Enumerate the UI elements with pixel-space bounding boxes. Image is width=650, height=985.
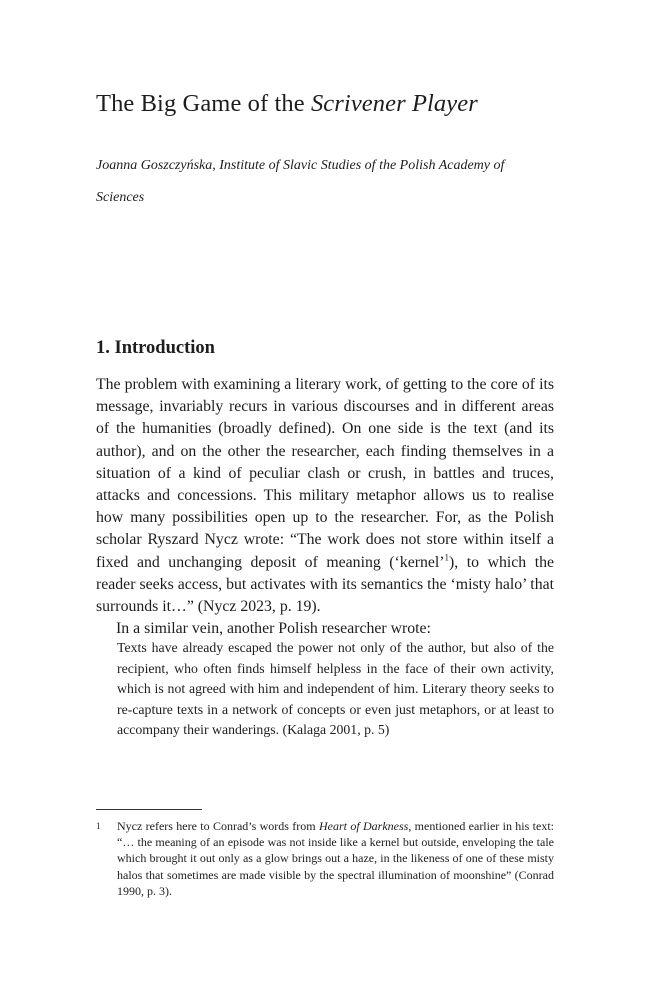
footnote-text (117, 818, 554, 899)
footnote-text-b: , mentioned earlier in his text: “… the meaning of an episode was not inside like a kernel but outside, enveloping the tale which brought it out only as a glow brings out a haze, in the likeness of one of these misty halos that sometimes are made visible by the spectral illumination of moonshine” (Conrad 1990, p. 3). (117, 819, 554, 898)
article-title-plain: The Big Game of the (96, 90, 311, 117)
article-title-italic: Scrivener Player (310, 90, 478, 117)
author-affiliation: Joanna Goszczyńska, Institute of Slavic Studies of the Polish Academy of Sciences (96, 158, 505, 205)
footnote-divider (96, 809, 202, 810)
section-heading: 1. Introduction (96, 338, 215, 358)
body-text (96, 374, 554, 640)
footnote-book-title: Heart of Darkness (318, 819, 409, 833)
footnote-reference[interactable]: 1 (444, 552, 450, 563)
paragraph-1-text-b: ), to which the reader seeks access, but activates with its semantics the ‘misty halo’ that surrounds it…” (Nycz 2023, p. 19). (96, 553, 554, 616)
paragraph-1-text-a: The problem with examining a literary work, of getting to the core of its message, invariably recurs in various discourses and in different areas of the humanities (broadly defined). On one side is the text (and its author), and on the other the researcher, each finding themselves in a situation of a kind of peculiar clash or crush, in battles and truces, attacks and concessions. This military metaphor allows us to realise how many possibilities open up to the researcher. For, as the Polish scholar Ryszard Nycz wrote: “The work does not store within itself a fixed and unchanging deposit of meaning (‘kernel’ (96, 376, 554, 571)
footnote-mark: 1 (96, 821, 101, 831)
block-quote: Texts have already escaped the power not only of the author, but also of the recipient, who often finds himself helpless in the face of their own activity, which is not agreed with him and independent of him. Literary theory seeks to re-capture texts in a network of concepts or even just metaphors, or at least to accompany their wanderings. (Kalaga 2001, p. 5) (117, 640, 554, 738)
footnote (96, 818, 554, 899)
footnote-text-a: Nycz refers here to Conrad’s words from (117, 819, 319, 833)
article-title (96, 90, 554, 118)
paragraph-2: In a similar vein, another Polish researcher wrote: (116, 620, 431, 638)
paragraph-1 (96, 374, 554, 618)
